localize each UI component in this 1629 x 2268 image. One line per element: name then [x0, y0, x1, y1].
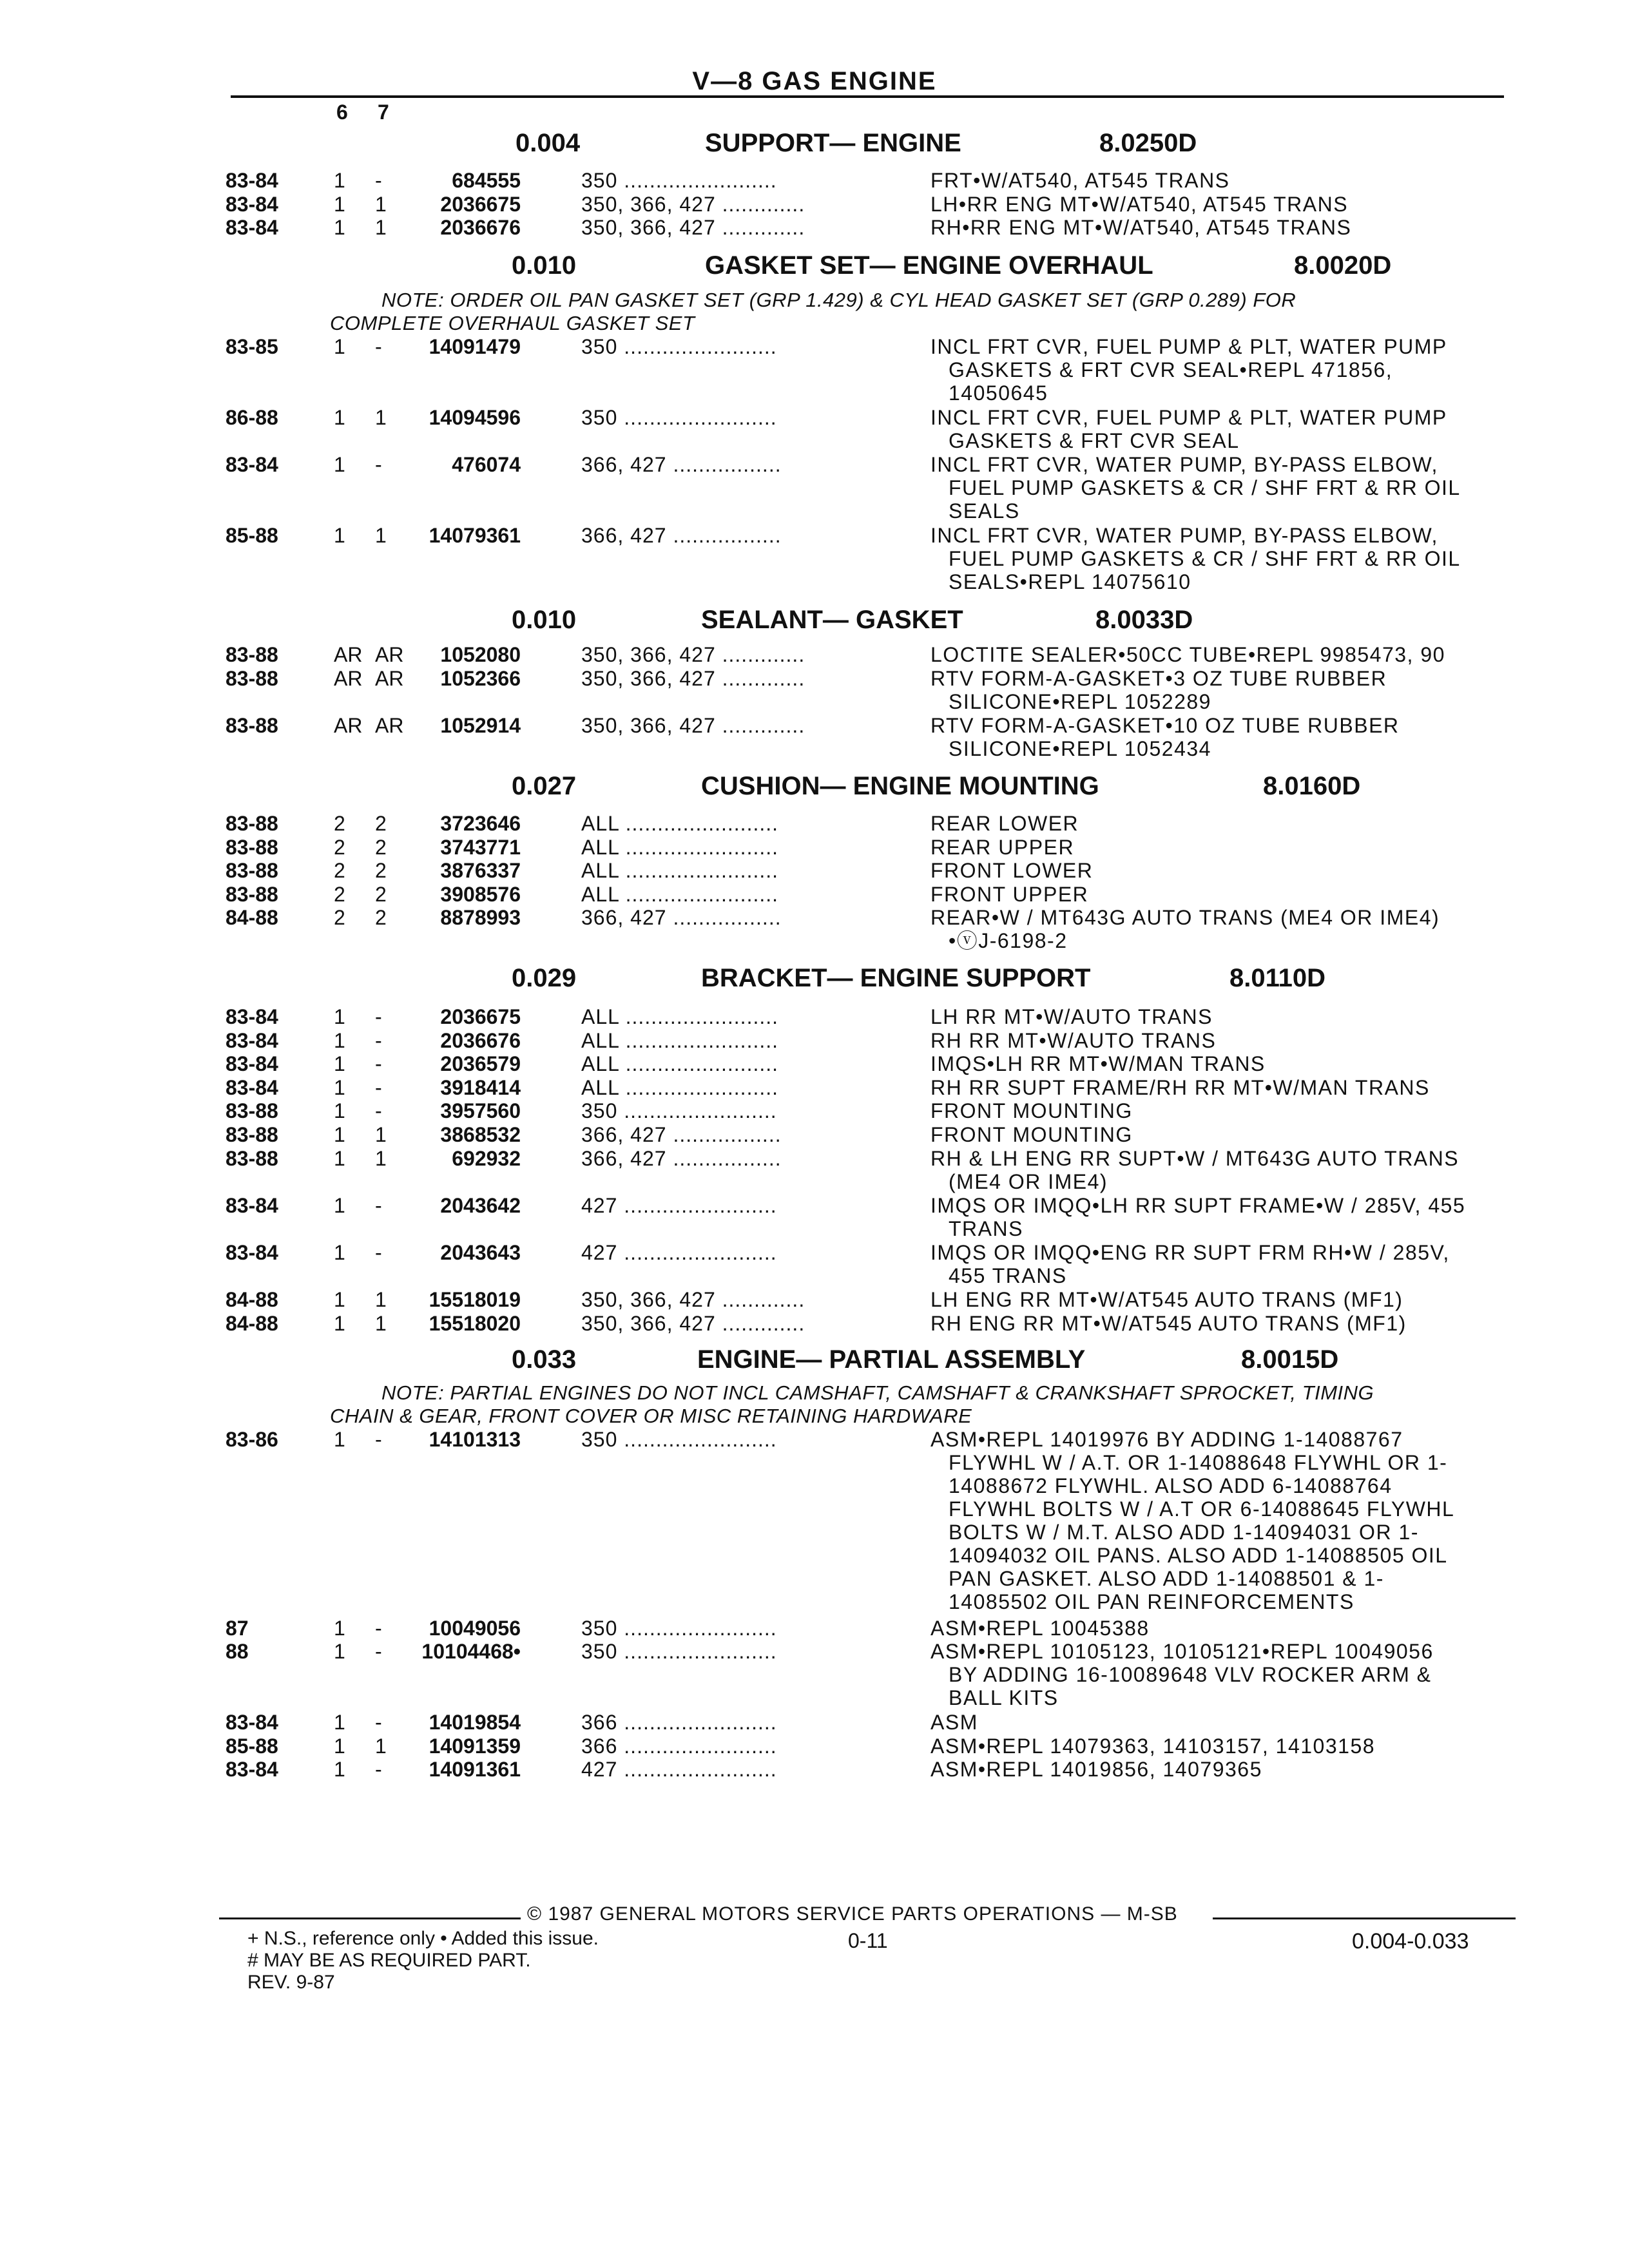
engine-application: ALL ........................: [581, 836, 779, 859]
description-line: SEALS: [949, 499, 1020, 523]
engine-application: 350 ........................: [581, 335, 777, 358]
section-number: 0.010: [512, 606, 577, 634]
qty-col-7: -: [375, 1711, 382, 1734]
engine-application: ALL ........................: [581, 1076, 779, 1099]
model-years: 83-88: [226, 836, 278, 859]
engine-application: 350, 366, 427 .............: [581, 643, 805, 666]
qty-col-7: -: [375, 1076, 382, 1099]
model-years: 83-85: [226, 335, 278, 358]
engine-application: 427 ........................: [581, 1241, 777, 1264]
qty-col-6: 1: [334, 193, 345, 216]
engine-application: 366 ........................: [581, 1711, 777, 1734]
engine-application: 350, 366, 427 .............: [581, 667, 805, 690]
part-description: [930, 1428, 1510, 1613]
part-number: 2036676: [440, 1029, 521, 1052]
description-line: FRONT UPPER: [930, 883, 1089, 906]
part-description: [930, 643, 1510, 666]
model-years: 83-84: [226, 1029, 278, 1052]
part-number: 15518020: [429, 1312, 521, 1335]
qty-col-7: 1: [375, 1312, 387, 1335]
description-line: REAR•W / MT643G AUTO TRANS (ME4 OR IME4): [930, 906, 1440, 929]
description-line: RH ENG RR MT•W/AT545 AUTO TRANS (MF1): [930, 1312, 1407, 1335]
section-note: [330, 289, 1516, 335]
description-line: FRONT MOUNTING: [930, 1123, 1133, 1146]
part-description: [930, 216, 1510, 239]
model-years: 88: [226, 1640, 249, 1663]
qty-col-6: 1: [334, 335, 345, 358]
part-description: [930, 193, 1510, 216]
part-number: 14019854: [429, 1711, 521, 1734]
part-description: [930, 453, 1510, 523]
qty-col-6: 2: [334, 883, 345, 906]
model-years: 83-88: [226, 883, 278, 906]
description-line: TRANS: [949, 1217, 1023, 1240]
qty-col-6: 2: [334, 812, 345, 835]
description-line: 455 TRANS: [949, 1264, 1067, 1287]
part-number: 14091361: [429, 1758, 521, 1781]
description-line: IMQS OR IMQQ•ENG RR SUPT FRM RH•W / 285V,: [930, 1241, 1450, 1264]
qty-col-7: 2: [375, 906, 387, 929]
description-line: SILICONE•REPL 1052434: [949, 737, 1211, 760]
description-line: FLYWHL BOLTS W / A.T OR 6-14088645 FLYWHL: [949, 1497, 1455, 1521]
part-description: [930, 1029, 1510, 1052]
qty-col-7: AR: [375, 667, 404, 690]
part-description: [930, 836, 1510, 859]
description-line: RH RR MT•W/AUTO TRANS: [930, 1029, 1217, 1052]
footer-copyright: © 1987 GENERAL MOTORS SERVICE PARTS OPERATIONS — M-SB: [527, 1903, 1178, 1925]
model-years: 83-84: [226, 169, 278, 192]
qty-col-7: -: [375, 1099, 382, 1122]
footer-revision: REV. 9-87: [247, 1972, 335, 1993]
footer-group-range: 0.004-0.033: [1352, 1929, 1469, 1954]
qty-col-7: -: [375, 1640, 382, 1663]
part-description: [930, 1735, 1510, 1758]
part-description: [930, 524, 1510, 593]
engine-application: 350, 366, 427 .............: [581, 1312, 805, 1335]
part-number: 684555: [452, 169, 521, 192]
qty-col-6: 1: [334, 1617, 345, 1640]
part-number: 2036675: [440, 193, 521, 216]
part-description: [930, 1640, 1510, 1709]
description-line: PAN GASKET. ALSO ADD 1-14088501 & 1-: [949, 1567, 1384, 1590]
note-line: NOTE: PARTIAL ENGINES DO NOT INCL CAMSHAFT, CAMSHAFT & CRANKSHAFT SPROCKET, TIMING: [381, 1381, 1374, 1404]
qty-col-6: 1: [334, 1147, 345, 1170]
description-line: (ME4 OR IME4): [949, 1170, 1108, 1193]
qty-col-6: 1: [334, 406, 345, 429]
part-description: [930, 1123, 1510, 1146]
part-description: [930, 1758, 1510, 1781]
description-line: ASM: [930, 1711, 978, 1734]
description-line: FRONT MOUNTING: [930, 1099, 1133, 1122]
engine-application: 427 ........................: [581, 1194, 777, 1217]
section-title: CUSHION— ENGINE MOUNTING: [701, 772, 1099, 800]
model-years: 86-88: [226, 406, 278, 429]
qty-col-6: 1: [334, 1123, 345, 1146]
column-header-7: 7: [378, 101, 389, 124]
qty-col-7: -: [375, 1758, 382, 1781]
description-line: ASM•REPL 10105123, 10105121•REPL 10049056: [930, 1640, 1434, 1663]
description-line: ASM•REPL 10045388: [930, 1617, 1150, 1640]
section-header: [0, 772, 1629, 802]
model-years: 83-88: [226, 714, 278, 737]
qty-col-7: -: [375, 335, 382, 358]
engine-application: 350 ........................: [581, 1428, 777, 1451]
qty-col-6: 1: [334, 1076, 345, 1099]
qty-col-6: 1: [334, 1312, 345, 1335]
qty-col-6: 1: [334, 453, 345, 476]
model-years: 83-84: [226, 453, 278, 476]
description-line: LH RR MT•W/AUTO TRANS: [930, 1005, 1213, 1028]
description-line: LH•RR ENG MT•W/AT540, AT545 TRANS: [930, 193, 1349, 216]
engine-application: 350 ........................: [581, 169, 777, 192]
qty-col-7: AR: [375, 714, 404, 737]
description-line: INCL FRT CVR, FUEL PUMP & PLT, WATER PUMP: [930, 335, 1447, 358]
part-number: 2036676: [440, 216, 521, 239]
section-number: 0.027: [512, 772, 577, 800]
part-description: [930, 1147, 1510, 1193]
engine-application: ALL ........................: [581, 1052, 779, 1075]
qty-col-7: -: [375, 169, 382, 192]
description-line: FUEL PUMP GASKETS & CR / SHF FRT & RR OIL: [949, 476, 1461, 499]
description-line: INCL FRT CVR, WATER PUMP, BY-PASS ELBOW,: [930, 453, 1438, 476]
description-line: 14088672 FLYWHL. ALSO ADD 6-14088764: [949, 1474, 1393, 1497]
model-years: 83-88: [226, 859, 278, 882]
section-title: ENGINE— PARTIAL ASSEMBLY: [697, 1345, 1086, 1374]
engine-application: 366 ........................: [581, 1735, 777, 1758]
qty-col-6: 1: [334, 1288, 345, 1311]
qty-col-7: AR: [375, 643, 404, 666]
qty-col-6: 1: [334, 1758, 345, 1781]
section-header: [0, 129, 1629, 159]
engine-application: ALL ........................: [581, 859, 779, 882]
note-line: CHAIN & GEAR, FRONT COVER OR MISC RETAINING HARDWARE: [330, 1405, 972, 1427]
part-description: [930, 859, 1510, 882]
part-number: 14079361: [429, 524, 521, 547]
section-code: 8.0015D: [1241, 1345, 1339, 1374]
qty-col-7: 1: [375, 1147, 387, 1170]
part-description: [930, 906, 1510, 952]
part-number: 14091479: [429, 335, 521, 358]
part-number: 3908576: [440, 883, 521, 906]
model-years: 84-88: [226, 1312, 278, 1335]
part-number: 2043642: [440, 1194, 521, 1217]
column-header-6: 6: [336, 101, 348, 124]
qty-col-7: 1: [375, 406, 387, 429]
part-number: 692932: [452, 1147, 521, 1170]
model-years: 85-88: [226, 524, 278, 547]
model-years: 83-84: [226, 1241, 278, 1264]
section-code: 8.0020D: [1294, 251, 1392, 280]
engine-application: 366, 427 .................: [581, 524, 782, 547]
header-rule: [231, 95, 1504, 98]
model-years: 83-86: [226, 1428, 278, 1451]
section-number: 0.004: [516, 129, 581, 157]
description-line: RH & LH ENG RR SUPT•W / MT643G AUTO TRANS: [930, 1147, 1460, 1170]
section-note: [330, 1381, 1516, 1428]
section-title: BRACKET— ENGINE SUPPORT: [701, 964, 1091, 992]
part-description: [930, 1288, 1510, 1311]
section-header: [0, 1345, 1629, 1375]
description-line: REAR UPPER: [930, 836, 1075, 859]
description-line: ASM•REPL 14079363, 14103157, 14103158: [930, 1735, 1376, 1758]
engine-application: ALL ........................: [581, 883, 779, 906]
model-years: 87: [226, 1617, 249, 1640]
qty-col-6: 1: [334, 1194, 345, 1217]
description-line: RTV FORM-A-GASKET•10 OZ TUBE RUBBER: [930, 714, 1400, 737]
section-number: 0.033: [512, 1345, 577, 1374]
model-years: 83-84: [226, 193, 278, 216]
model-years: 83-88: [226, 1123, 278, 1146]
part-description: [930, 812, 1510, 835]
engine-application: 350, 366, 427 .............: [581, 714, 805, 737]
engine-application: 350, 366, 427 .............: [581, 193, 805, 216]
footer-rule-left: [219, 1917, 521, 1919]
model-years: 83-88: [226, 1147, 278, 1170]
engine-application: ALL ........................: [581, 812, 779, 835]
qty-col-6: AR: [334, 667, 363, 690]
engine-application: 427 ........................: [581, 1758, 777, 1781]
description-line: LH ENG RR MT•W/AT545 AUTO TRANS (MF1): [930, 1288, 1403, 1311]
model-years: 83-88: [226, 643, 278, 666]
part-number: 1052914: [440, 714, 521, 737]
description-line: BALL KITS: [949, 1686, 1059, 1709]
qty-col-6: 1: [334, 1241, 345, 1264]
qty-col-7: 1: [375, 216, 387, 239]
note-line: NOTE: ORDER OIL PAN GASKET SET (GRP 1.429) & CYL HEAD GASKET SET (GRP 0.289) FOR: [381, 289, 1296, 311]
part-number: 1052080: [440, 643, 521, 666]
section-title: SUPPORT— ENGINE: [705, 129, 961, 157]
engine-application: 366, 427 .................: [581, 1123, 782, 1146]
section-header: [0, 606, 1629, 635]
part-description: [930, 1005, 1510, 1028]
description-line: BY ADDING 16-10089648 VLV ROCKER ARM &: [949, 1663, 1432, 1686]
description-line: GASKETS & FRT CVR SEAL: [949, 429, 1240, 452]
engine-application: ALL ........................: [581, 1029, 779, 1052]
part-number: 1052366: [440, 667, 521, 690]
part-number: 10049056: [429, 1617, 521, 1640]
description-line: IMQS OR IMQQ•LH RR SUPT FRAME•W / 285V, 455: [930, 1194, 1466, 1217]
section-code: 8.0033D: [1095, 606, 1193, 634]
qty-col-7: 1: [375, 524, 387, 547]
footer-legend-ns: + N.S., reference only • Added this issue.: [247, 1928, 599, 1949]
section-code: 8.0250D: [1099, 129, 1197, 157]
description-line: INCL FRT CVR, WATER PUMP, BY-PASS ELBOW,: [930, 524, 1438, 547]
qty-col-6: 1: [334, 1005, 345, 1028]
description-line: SEALS•REPL 14075610: [949, 570, 1191, 593]
qty-col-7: -: [375, 1052, 382, 1075]
part-description: [930, 1312, 1510, 1335]
model-years: 83-84: [226, 1005, 278, 1028]
description-line: REAR LOWER: [930, 812, 1079, 835]
part-description: [930, 1194, 1510, 1240]
part-number: 3876337: [440, 859, 521, 882]
part-description: [930, 883, 1510, 906]
part-description: [930, 1076, 1510, 1099]
qty-col-6: 1: [334, 524, 345, 547]
model-years: 83-84: [226, 1711, 278, 1734]
model-years: 83-84: [226, 1194, 278, 1217]
part-number: 2036675: [440, 1005, 521, 1028]
model-years: 83-88: [226, 812, 278, 835]
model-years: 83-84: [226, 1076, 278, 1099]
qty-col-6: 2: [334, 906, 345, 929]
model-years: 84-88: [226, 906, 278, 929]
qty-col-7: 2: [375, 883, 387, 906]
description-line: BOLTS W / M.T. ALSO ADD 1-14094031 OR 1-: [949, 1521, 1419, 1544]
description-line: 14094032 OIL PANS. ALSO ADD 1-14088505 OIL: [949, 1544, 1448, 1567]
part-description: [930, 169, 1510, 192]
part-number: 2036579: [440, 1052, 521, 1075]
part-description: [930, 1241, 1510, 1287]
part-number: 3743771: [440, 836, 521, 859]
qty-col-6: 1: [334, 1711, 345, 1734]
part-number: 8878993: [440, 906, 521, 929]
qty-col-6: 1: [334, 1428, 345, 1451]
qty-col-6: 1: [334, 1099, 345, 1122]
section-number: 0.029: [512, 964, 577, 992]
footer-legend-ar: # MAY BE AS REQUIRED PART.: [247, 1950, 531, 1971]
description-line: INCL FRT CVR, FUEL PUMP & PLT, WATER PUMP: [930, 406, 1447, 429]
description-line: ASM•REPL 14019856, 14079365: [930, 1758, 1262, 1781]
qty-col-6: 1: [334, 1052, 345, 1075]
description-line: FRONT LOWER: [930, 859, 1094, 882]
qty-col-7: -: [375, 1241, 382, 1264]
description-line: RH•RR ENG MT•W/AT540, AT545 TRANS: [930, 216, 1352, 239]
model-years: 83-84: [226, 1758, 278, 1781]
qty-col-7: -: [375, 1005, 382, 1028]
model-years: 83-88: [226, 1099, 278, 1122]
model-years: 83-84: [226, 216, 278, 239]
part-description: [930, 406, 1510, 452]
qty-col-7: -: [375, 1428, 382, 1451]
description-line: 14085502 OIL PAN REINFORCEMENTS: [949, 1590, 1354, 1613]
description-line: •ⓥJ-6198-2: [949, 929, 1068, 952]
qty-col-7: -: [375, 453, 382, 476]
description-line: GASKETS & FRT CVR SEAL•REPL 471856,: [949, 358, 1393, 381]
model-years: 83-84: [226, 1052, 278, 1075]
part-number: 3957560: [440, 1099, 521, 1122]
part-description: [930, 1099, 1510, 1122]
engine-application: ALL ........................: [581, 1005, 779, 1028]
engine-application: 350, 366, 427 .............: [581, 1288, 805, 1311]
section-title: SEALANT— GASKET: [701, 606, 963, 634]
part-number: 10104468•: [421, 1640, 521, 1663]
engine-application: 366, 427 .................: [581, 453, 782, 476]
qty-col-6: AR: [334, 643, 363, 666]
qty-col-6: 1: [334, 216, 345, 239]
qty-col-7: 2: [375, 836, 387, 859]
part-number: 2043643: [440, 1241, 521, 1264]
qty-col-7: 1: [375, 1123, 387, 1146]
section-code: 8.0110D: [1229, 964, 1326, 992]
engine-application: 350 ........................: [581, 1099, 777, 1122]
qty-col-6: 2: [334, 859, 345, 882]
qty-col-7: -: [375, 1617, 382, 1640]
qty-col-6: 2: [334, 836, 345, 859]
part-number: 3723646: [440, 812, 521, 835]
engine-application: 366, 427 .................: [581, 906, 782, 929]
qty-col-7: 1: [375, 193, 387, 216]
model-years: 84-88: [226, 1288, 278, 1311]
qty-col-7: 2: [375, 859, 387, 882]
section-header: [0, 251, 1629, 281]
model-years: 85-88: [226, 1735, 278, 1758]
section-title: GASKET SET— ENGINE OVERHAUL: [705, 251, 1153, 280]
qty-col-6: AR: [334, 714, 363, 737]
description-line: 14050645: [949, 381, 1048, 405]
part-number: 476074: [452, 453, 521, 476]
part-description: [930, 1711, 1510, 1734]
part-number: 3868532: [440, 1123, 521, 1146]
part-number: 14101313: [429, 1428, 521, 1451]
qty-col-7: 1: [375, 1288, 387, 1311]
engine-application: 366, 427 .................: [581, 1147, 782, 1170]
part-number: 15518019: [429, 1288, 521, 1311]
engine-application: 350 ........................: [581, 1640, 777, 1663]
engine-application: 350, 366, 427 .............: [581, 216, 805, 239]
section-code: 8.0160D: [1263, 772, 1361, 800]
qty-col-6: 1: [334, 1735, 345, 1758]
description-line: RTV FORM-A-GASKET•3 OZ TUBE RUBBER: [930, 667, 1387, 690]
section-header: [0, 964, 1629, 994]
description-line: FUEL PUMP GASKETS & CR / SHF FRT & RR OIL: [949, 547, 1461, 570]
note-line: COMPLETE OVERHAUL GASKET SET: [330, 312, 695, 334]
page-title: V—8 GAS ENGINE: [692, 67, 937, 95]
description-line: FRT•W/AT540, AT545 TRANS: [930, 169, 1230, 192]
qty-col-7: -: [375, 1194, 382, 1217]
engine-application: 350 ........................: [581, 406, 777, 429]
model-years: 83-88: [226, 667, 278, 690]
qty-col-6: 1: [334, 1640, 345, 1663]
qty-col-7: 1: [375, 1735, 387, 1758]
part-description: [930, 1617, 1510, 1640]
part-description: [930, 1052, 1510, 1075]
description-line: LOCTITE SEALER•50CC TUBE•REPL 9985473, 90: [930, 643, 1445, 666]
qty-col-6: 1: [334, 1029, 345, 1052]
engine-application: 350 ........................: [581, 1617, 777, 1640]
footer-rule-right: [1213, 1917, 1516, 1919]
part-number: 14091359: [429, 1735, 521, 1758]
part-description: [930, 714, 1510, 760]
description-line: IMQS•LH RR MT•W/MAN TRANS: [930, 1052, 1266, 1075]
description-line: SILICONE•REPL 1052289: [949, 690, 1211, 713]
section-number: 0.010: [512, 251, 577, 280]
footer-page-number: 0-11: [848, 1929, 888, 1952]
part-number: 14094596: [429, 406, 521, 429]
part-number: 3918414: [440, 1076, 521, 1099]
description-line: FLYWHL W / A.T. OR 1-14088648 FLYWHL OR 1-: [949, 1451, 1448, 1474]
qty-col-7: -: [375, 1029, 382, 1052]
qty-col-7: 2: [375, 812, 387, 835]
qty-col-6: 1: [334, 169, 345, 192]
description-line: ASM•REPL 14019976 BY ADDING 1-14088767: [930, 1428, 1403, 1451]
description-line: RH RR SUPT FRAME/RH RR MT•W/MAN TRANS: [930, 1076, 1430, 1099]
part-description: [930, 667, 1510, 713]
part-description: [930, 335, 1510, 405]
